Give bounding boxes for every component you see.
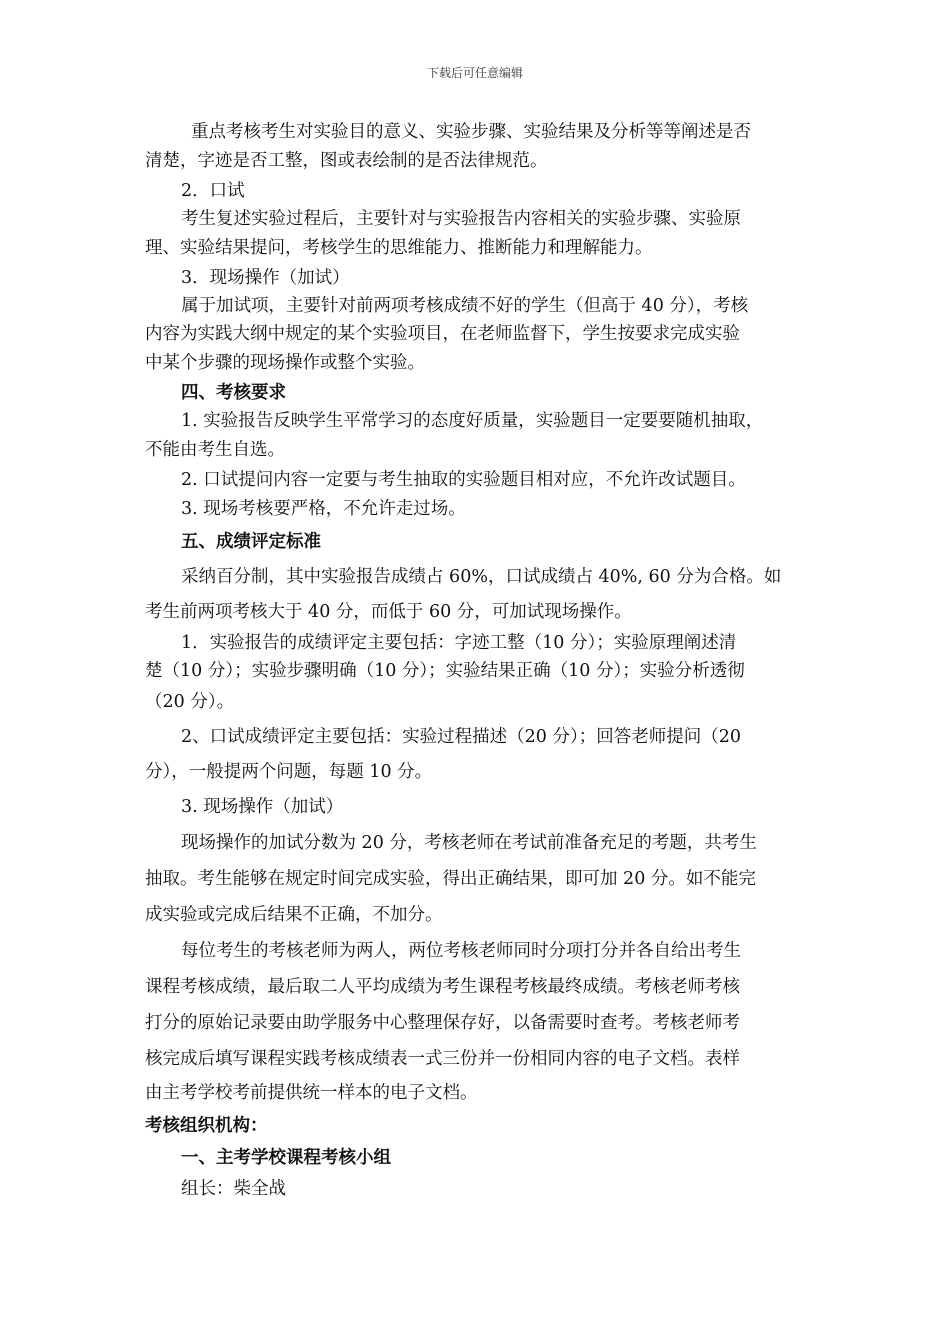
paragraph-line: 现场操作的加试分数为 20 分，考核老师在考试前准备充足的考题，共考生 bbox=[181, 833, 757, 853]
page-header: 下载后可任意编辑 bbox=[426, 66, 523, 80]
paragraph-line: 清楚，字迹是否工整，图或表绘制的是否法律规范。 bbox=[145, 151, 548, 171]
paragraph-line: 1. 实验报告反映学生平常学习的态度好质量，实验题目一定要要随机抽取， bbox=[181, 411, 764, 431]
paragraph-line: 核完成后填写课程实践考核成绩表一式三份并一份相同内容的电子文档。表样 bbox=[145, 1049, 740, 1069]
paragraph-line: 抽取。考生能够在规定时间完成实验，得出正确结果，即可加 20 分。如不能完 bbox=[145, 869, 756, 889]
paragraph-line: （20 分）。 bbox=[145, 692, 235, 712]
section-heading: 考核组织机构： bbox=[145, 1116, 268, 1136]
paragraph-line: 1．实验报告的成绩评定主要包括：字迹工整（10 分）；实验原理阐述清 bbox=[181, 633, 737, 653]
paragraph-line: 课程考核成绩，最后取二人平均成绩为考生课程考核最终成绩。考核老师考核 bbox=[145, 977, 740, 997]
paragraph-line: 内容为实践大纲中规定的某个实验项目，在老师监督下，学生按要求完成实验 bbox=[145, 324, 740, 344]
paragraph-line: 3. 现场考核要严格，不允许走过场。 bbox=[181, 499, 466, 519]
section-heading: 五、成绩评定标准 bbox=[181, 532, 321, 552]
paragraph-line: 理、实验结果提问，考核学生的思维能力、推断能力和理解能力。 bbox=[145, 238, 653, 258]
paragraph-line: 每位考生的考核老师为两人，两位考核老师同时分项打分并各自给出考生 bbox=[181, 941, 741, 961]
paragraph-line: 3．现场操作（加试） bbox=[181, 268, 350, 288]
paragraph-line: 中某个步骤的现场操作或整个实验。 bbox=[145, 353, 425, 373]
document-body bbox=[145, 118, 820, 1205]
paragraph-line: 考生前两项考核大于 40 分，而低于 60 分，可加试现场操作。 bbox=[145, 602, 632, 622]
paragraph-line: 成实验或完成后结果不正确，不加分。 bbox=[145, 905, 443, 925]
paragraph-line: 属于加试项，主要针对前两项考核成绩不好的学生（但高于 40 分），考核 bbox=[181, 296, 749, 316]
paragraph-line: 采纳百分制，其中实验报告成绩占 60%，口试成绩占 40%, 60 分为合格。如 bbox=[181, 567, 782, 587]
paragraph-line: 分），一般提两个问题，每题 10 分。 bbox=[145, 762, 433, 782]
paragraph-line: 重点考核考生对实验目的意义、实验步骤、实验结果及分析等等阐述是否 bbox=[191, 122, 751, 142]
section-heading: 一、主考学校课程考核小组 bbox=[181, 1148, 391, 1168]
paragraph-line: 考生复述实验过程后，主要针对与实验报告内容相关的实验步骤、实验原 bbox=[181, 209, 741, 229]
paragraph-line: 组长：柴全战 bbox=[181, 1179, 286, 1199]
section-heading: 四、考核要求 bbox=[181, 383, 286, 403]
paragraph-line: 2．口试 bbox=[181, 181, 245, 201]
paragraph-line: 2、口试成绩评定主要包括：实验过程描述（20 分）；回答老师提问（20 bbox=[181, 727, 741, 747]
paragraph-line: 打分的原始记录要由助学服务中心整理保存好，以备需要时查考。考核老师考 bbox=[145, 1013, 740, 1033]
paragraph-line: 2. 口试提问内容一定要与考生抽取的实验题目相对应，不允许改试题目。 bbox=[181, 470, 746, 490]
paragraph-line: 不能由考生自选。 bbox=[145, 440, 285, 460]
paragraph-line: 楚（10 分）；实验步骤明确（10 分）；实验结果正确（10 分）；实验分析透彻 bbox=[145, 661, 745, 681]
paragraph-line: 由主考学校考前提供统一样本的电子文档。 bbox=[145, 1083, 478, 1103]
paragraph-line: 3. 现场操作（加试） bbox=[181, 797, 344, 817]
